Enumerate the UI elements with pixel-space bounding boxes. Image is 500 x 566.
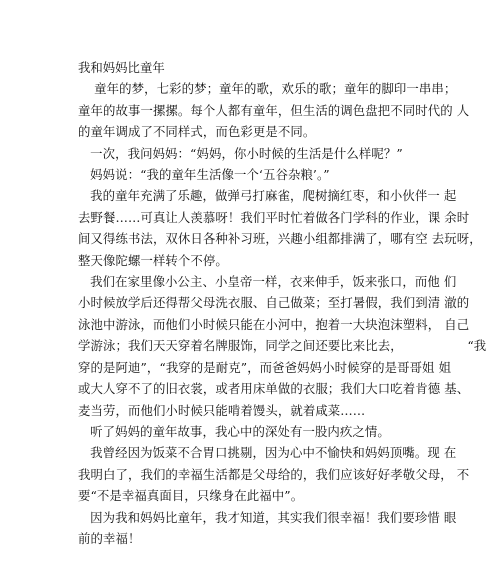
article-title: 我和妈妈比童年 [78,60,165,75]
paragraph-intro: 童年的梦，七彩的梦；童年的歌，欢乐的歌；童年的脚印一串串； 童年的故事一摞摞。每个人都有童年，但生活的调色盘把不同时代的 人 的童年调成了不同样式，而色彩更是不同。 [78,81,470,140]
paragraph-reflection: 我曾经因为饭菜不合胃口挑剔，因为心中不愉快和妈妈顶嘴。现 在 我明白了，我们的幸福生活都是父母给的，我们应该好好孝敬父母， 不 要“不是幸福真面目，只缘身在此福中”。 [78,445,470,504]
paragraph-comparison: 我们在家里像小公主、小皇帝一样，衣来伸手，饭来张口，而他 们 小时候放学后还得帮父母洗衣服、自己做菜；至打暑假，我们到清 澈的 泳池中游泳，而他们小时候只能在小河中，抱着一大块泡沫塑料， 自己 学游泳；我们天天穿着名牌服饰，同学之间还要比来比去， “我 穿的是阿迪”，“我穿的是耐克”，而爸爸妈妈小时候穿的是哥哥姐 姐 或大人穿不了的旧衣裳，或者用床单做的衣服；我们大口吃着肯德 基、 麦当劳，而他们小时候只能啃着馒头，就着咸菜…… [78,274,487,418]
paragraph-mother-answer: 妈妈说：“我的童年生活像一个‘五谷杂粮’。” [78,167,330,183]
paragraph-my-childhood: 我的童年充满了乐趣，做弹弓打麻雀，爬树摘红枣，和小伙伴一 起 去野餐……可真让人羡慕呀！我们平时忙着做各门学科的作业，课 余时 间又得练书法，双休日各种补习班，兴趣小组都排满了，哪有空 去玩呀， 整天像陀螺一样转个不停。 [78,188,482,268]
article-body [78,57,487,549]
paragraph-conclusion: 因为我和妈妈比童年，我才知道，其实我们很幸福！我们要珍惜 眼 前的幸福！ [78,509,457,546]
paragraph-feeling: 听了妈妈的童年故事，我心中的深处有一股内疚之情。 [78,423,390,439]
paragraph-question: 一次，我问妈妈：“妈妈，你小时候的生活是什么样呢？” [78,145,403,161]
